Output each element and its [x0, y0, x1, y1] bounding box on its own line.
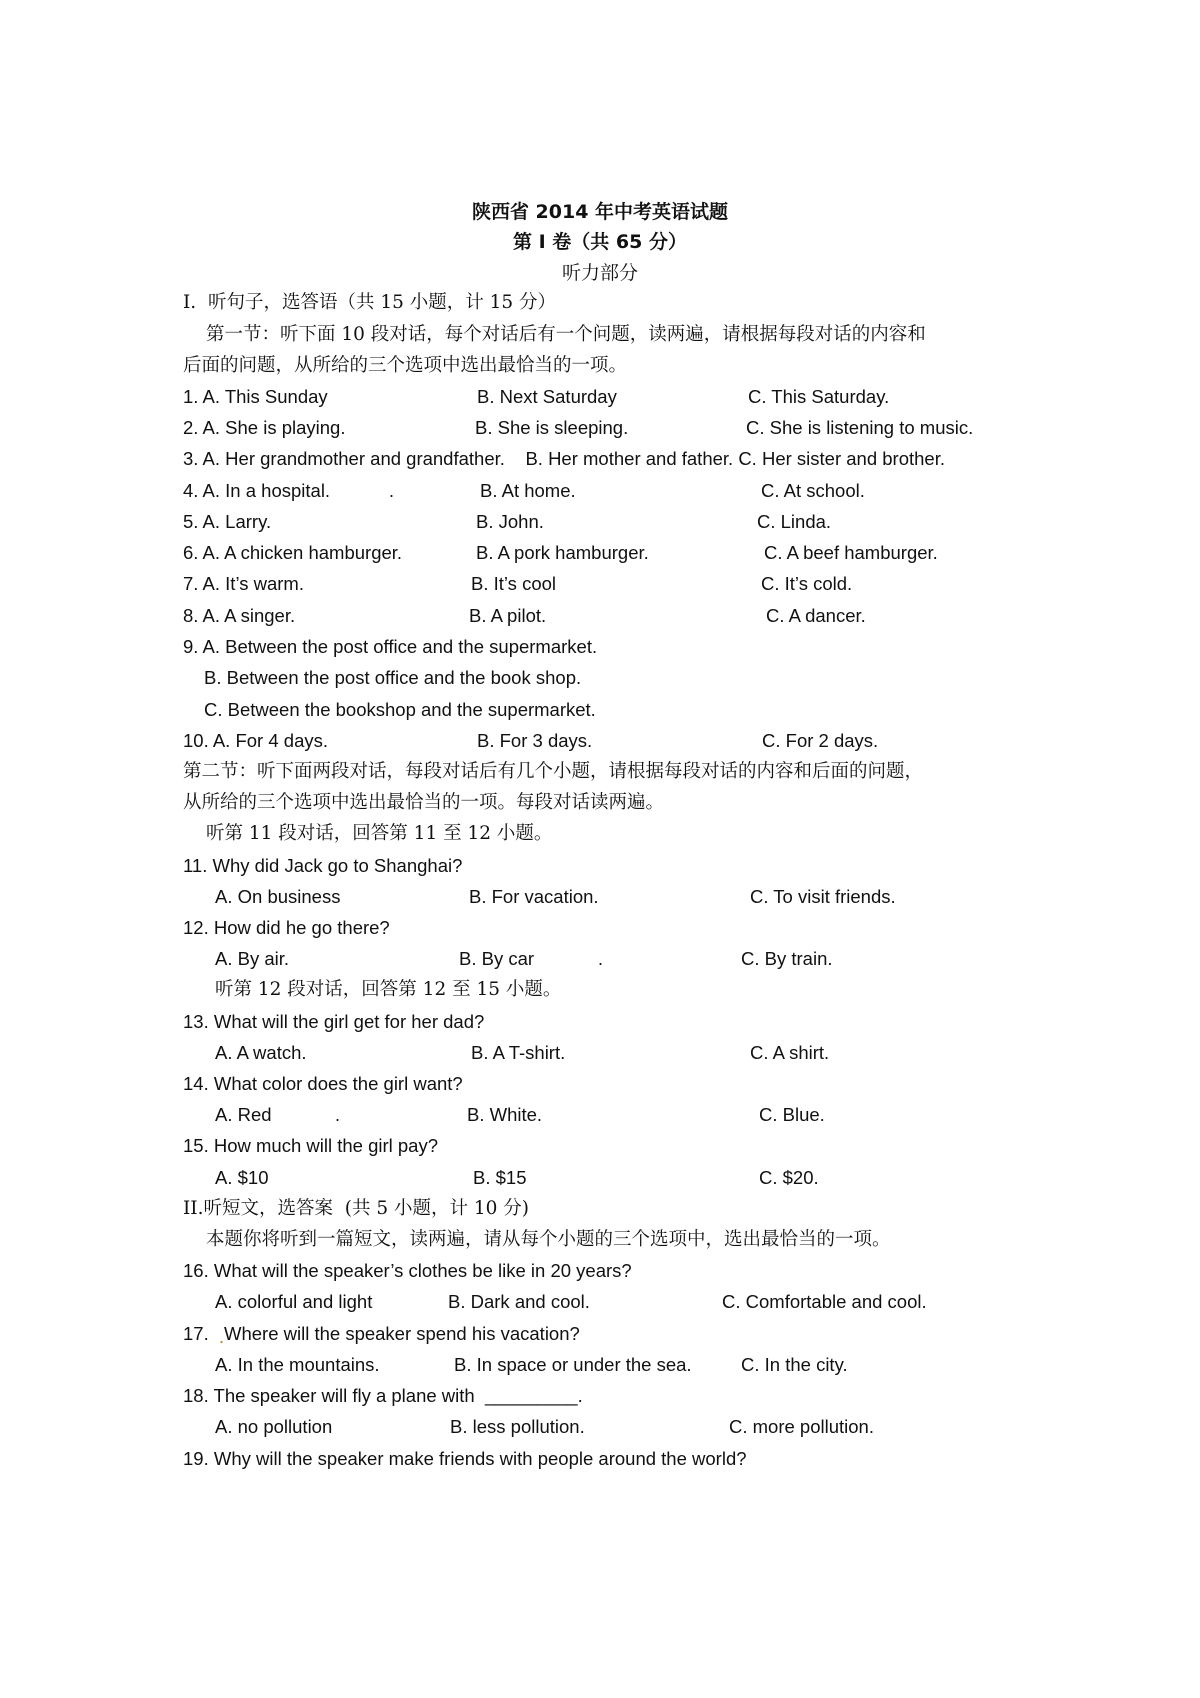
q15-question: 15. How much will the girl pay?: [183, 1135, 438, 1156]
q4-stray-dot: .: [389, 481, 395, 501]
q5-option-b: B. John.: [476, 511, 544, 532]
dialog12-instruction: 听第 12 段对话，回答第 12 至 15 小题。: [215, 979, 562, 1000]
q15-option-c: C. $20.: [759, 1167, 819, 1188]
q16-option-c: C. Comfortable and cool.: [722, 1291, 927, 1312]
q18-option-a: A. no pollution: [215, 1416, 333, 1437]
q17-stray-dot: .: [219, 1327, 225, 1347]
q1-option-c: C. This Saturday.: [748, 386, 890, 407]
q3-options: 3. A. Her grandmother and grandfather. B. Her mother and father. C. Her sister and brother.: [183, 448, 945, 469]
q9-option-a: 9. A. Between the post office and the supermarket.: [183, 636, 598, 657]
part1-section2-intro-line2: 从所给的三个选项中选出最恰当的一项。每段对话读两遍。: [183, 792, 665, 813]
q6-option-b: B. A pork hamburger.: [476, 542, 649, 563]
q16-option-b: B. Dark and cool.: [448, 1291, 590, 1312]
q7-option-b: B. It’s cool: [471, 573, 557, 594]
q18-option-c: C. more pollution.: [729, 1416, 874, 1437]
q18-question: 18. The speaker will fly a plane with _________.: [183, 1385, 583, 1406]
q4-option-b: B. At home.: [480, 480, 576, 501]
q7-option-a: 7. A. It’s warm.: [183, 573, 304, 594]
q8-option-a: 8. A. A singer.: [183, 605, 296, 626]
q13-option-c: C. A shirt.: [750, 1042, 830, 1063]
q11-option-b: B. For vacation.: [469, 886, 599, 907]
part2-heading: II.听短文，选答案 (共 5 小题，计 10 分): [183, 1198, 530, 1219]
q17-question: Where will the speaker spend his vacation?: [224, 1323, 580, 1344]
q5-option-c: C. Linda.: [757, 511, 832, 532]
q17-option-c: C. In the city.: [741, 1354, 848, 1375]
q14-option-b: B. White.: [467, 1104, 543, 1125]
q11-option-c: C. To visit friends.: [750, 886, 896, 907]
q17-option-a: A. In the mountains.: [215, 1354, 380, 1375]
q12-stray-dot: .: [598, 949, 604, 969]
q12-option-b: B. By car: [459, 948, 535, 969]
q14-option-a: A. Red: [215, 1104, 272, 1125]
q4-option-c: C. At school.: [761, 480, 865, 501]
q10-option-a: 10. A. For 4 days.: [183, 730, 328, 751]
q2-option-c: C. She is listening to music.: [746, 417, 974, 438]
q15-option-a: A. $10: [215, 1167, 269, 1188]
q14-question: 14. What color does the girl want?: [183, 1073, 463, 1094]
volume-title: 第 I 卷（共 65 分）: [513, 231, 687, 253]
q8-option-c: C. A dancer.: [766, 605, 866, 626]
q1-option-a: 1. A. This Sunday: [183, 386, 328, 407]
q6-option-c: C. A beef hamburger.: [764, 542, 938, 563]
q14-option-c: C. Blue.: [759, 1104, 825, 1125]
q17-option-b: B. In space or under the sea.: [454, 1354, 692, 1375]
q2-option-a: 2. A. She is playing.: [183, 417, 346, 438]
q14-stray-dot: .: [335, 1105, 341, 1125]
part1-heading: I. 听句子，选答语（共 15 小题，计 15 分）: [183, 292, 557, 313]
part1-intro-line1: 第一节：听下面 10 段对话，每个对话后有一个问题，读两遍，请根据每段对话的内容和: [206, 324, 926, 345]
q13-option-b: B. A T-shirt.: [471, 1042, 566, 1063]
q9-option-c: C. Between the bookshop and the supermarket.: [204, 699, 596, 720]
q4-option-a: 4. A. In a hospital.: [183, 480, 331, 501]
part1-intro-line2: 后面的问题，从所给的三个选项中选出最恰当的一项。: [183, 355, 628, 376]
q7-option-c: C. It’s cold.: [761, 573, 853, 594]
q19-question: 19. Why will the speaker make friends with people around the world?: [183, 1448, 747, 1469]
q5-option-a: 5. A. Larry.: [183, 511, 272, 532]
q10-option-b: B. For 3 days.: [477, 730, 593, 751]
dialog11-instruction: 听第 11 段对话，回答第 11 至 12 小题。: [206, 823, 553, 844]
q12-question: 12. How did he go there?: [183, 917, 390, 938]
q17-number: 17.: [183, 1323, 209, 1344]
q13-question: 13. What will the girl get for her dad?: [183, 1011, 485, 1032]
q16-question: 16. What will the speaker’s clothes be like in 20 years?: [183, 1260, 632, 1281]
part2-intro: 本题你将听到一篇短文，读两遍，请从每个小题的三个选项中，选出最恰当的一项。: [206, 1229, 891, 1250]
q11-question: 11. Why did Jack go to Shanghai?: [183, 855, 463, 876]
q18-option-b: B. less pollution.: [450, 1416, 585, 1437]
q16-option-a: A. colorful and light: [215, 1291, 373, 1312]
q13-option-a: A. A watch.: [215, 1042, 307, 1063]
q2-option-b: B. She is sleeping.: [475, 417, 629, 438]
q12-option-a: A. By air.: [215, 948, 290, 969]
q12-option-c: C. By train.: [741, 948, 833, 969]
exam-title: 陕西省 2014 年中考英语试题: [471, 201, 729, 223]
q9-option-b: B. Between the post office and the book shop.: [204, 667, 582, 688]
q10-option-c: C. For 2 days.: [762, 730, 879, 751]
q6-option-a: 6. A. A chicken hamburger.: [183, 542, 403, 563]
part1-section2-intro-line1: 第二节：听下面两段对话，每段对话后有几个小题，请根据每段对话的内容和后面的问题，: [183, 761, 924, 782]
q8-option-b: B. A pilot.: [469, 605, 547, 626]
q11-option-a: A. On business: [215, 886, 341, 907]
q15-option-b: B. $15: [473, 1167, 527, 1188]
q1-option-b: B. Next Saturday: [477, 386, 617, 407]
section-title: 听力部分: [561, 262, 638, 284]
